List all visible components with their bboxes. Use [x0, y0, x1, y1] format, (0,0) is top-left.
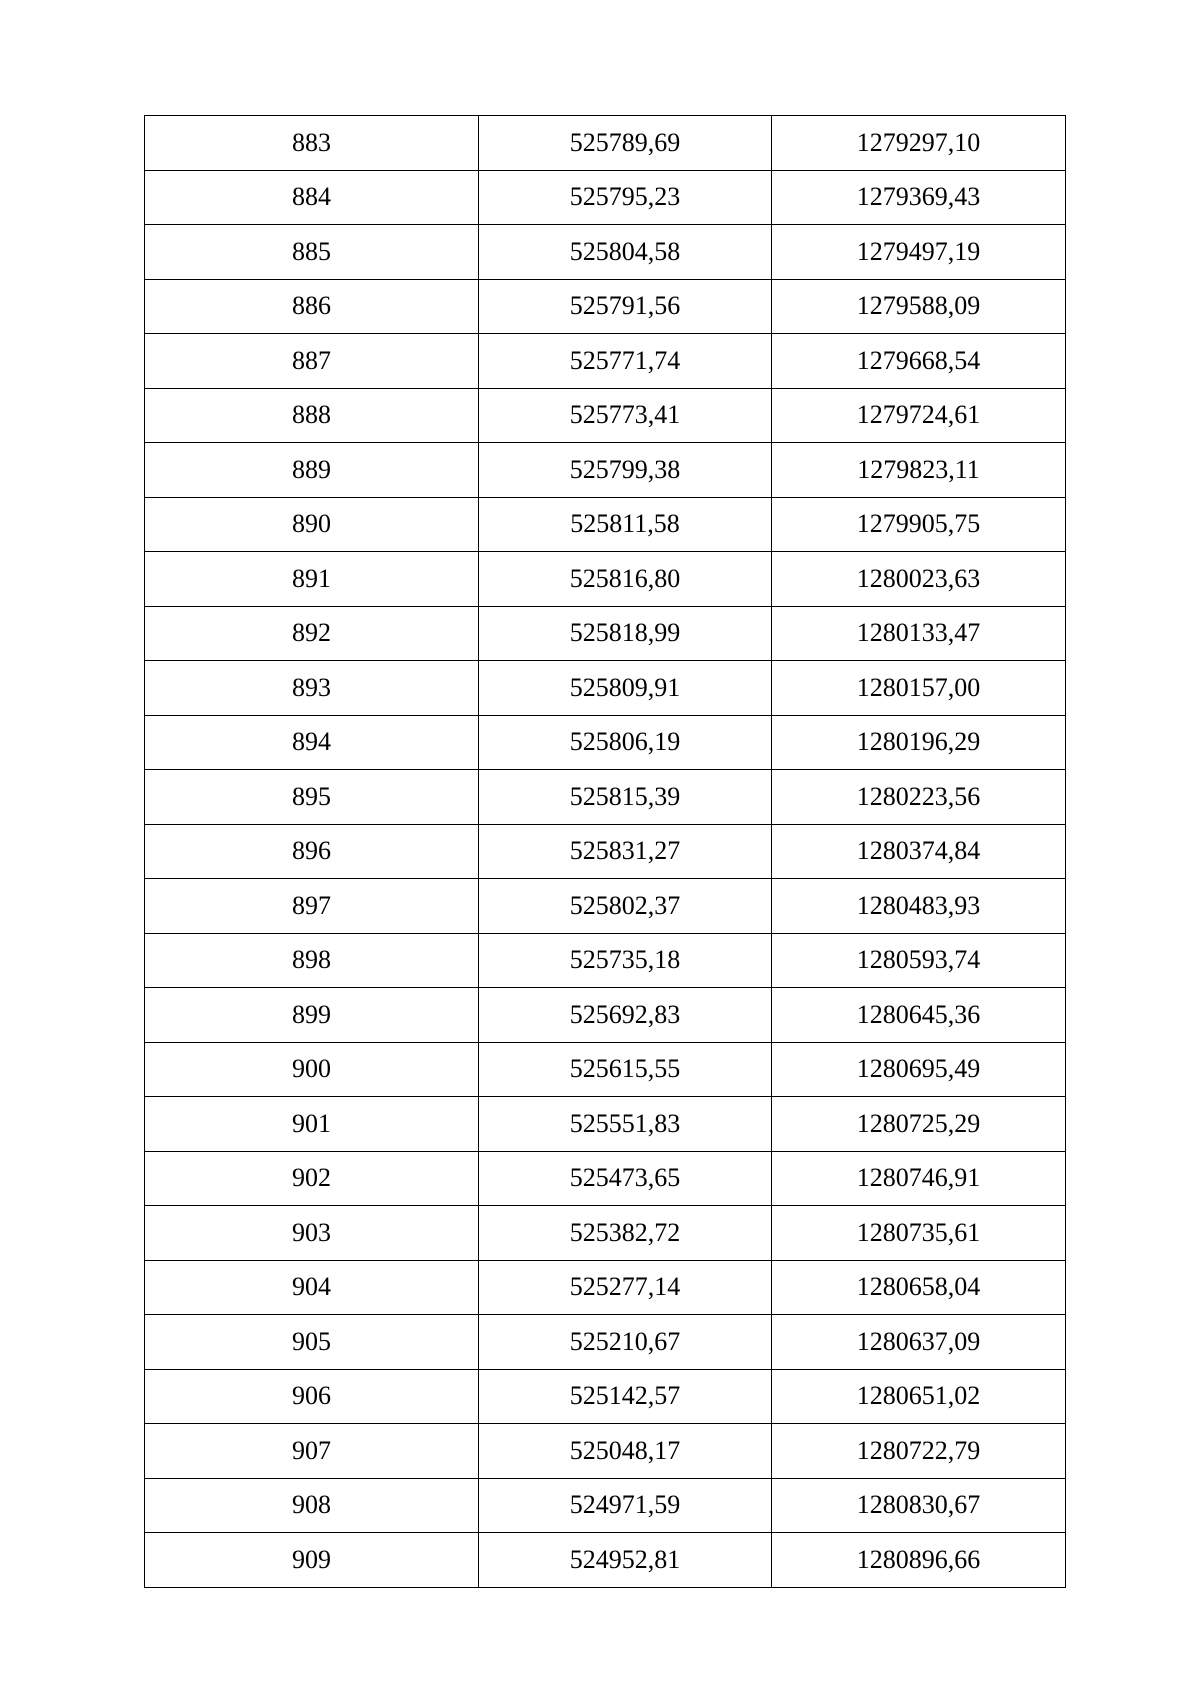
- table-row: [145, 606, 1066, 661]
- y-coordinate-cell: 1280896,66: [772, 1533, 1066, 1588]
- point-number-cell: 896: [145, 824, 479, 879]
- x-coordinate-cell: 525789,69: [479, 116, 772, 171]
- table-row: [145, 225, 1066, 280]
- y-coordinate-cell: 1280830,67: [772, 1478, 1066, 1533]
- x-coordinate-cell: 525815,39: [479, 770, 772, 825]
- point-number-cell: 889: [145, 443, 479, 498]
- point-number-cell: 905: [145, 1315, 479, 1370]
- table-row: [145, 443, 1066, 498]
- coordinates-table: [144, 115, 1066, 1588]
- y-coordinate-cell: 1279297,10: [772, 116, 1066, 171]
- table-row: [145, 1478, 1066, 1533]
- table-row: [145, 933, 1066, 988]
- y-coordinate-cell: 1280374,84: [772, 824, 1066, 879]
- table-row: [145, 715, 1066, 770]
- table-row: [145, 661, 1066, 716]
- point-number-cell: 893: [145, 661, 479, 716]
- table-row: [145, 552, 1066, 607]
- y-coordinate-cell: 1279369,43: [772, 170, 1066, 225]
- y-coordinate-cell: 1280023,63: [772, 552, 1066, 607]
- y-coordinate-cell: 1279588,09: [772, 279, 1066, 334]
- point-number-cell: 888: [145, 388, 479, 443]
- point-number-cell: 903: [145, 1206, 479, 1261]
- x-coordinate-cell: 525818,99: [479, 606, 772, 661]
- table-row: [145, 1369, 1066, 1424]
- table-row: [145, 1533, 1066, 1588]
- coordinates-table-body: [145, 116, 1066, 1588]
- x-coordinate-cell: 525142,57: [479, 1369, 772, 1424]
- x-coordinate-cell: 525773,41: [479, 388, 772, 443]
- point-number-cell: 904: [145, 1260, 479, 1315]
- point-number-cell: 887: [145, 334, 479, 389]
- point-number-cell: 908: [145, 1478, 479, 1533]
- table-row: [145, 170, 1066, 225]
- table-row: [145, 279, 1066, 334]
- point-number-cell: 899: [145, 988, 479, 1043]
- point-number-cell: 885: [145, 225, 479, 280]
- y-coordinate-cell: 1280157,00: [772, 661, 1066, 716]
- table-row: [145, 1097, 1066, 1152]
- x-coordinate-cell: 525811,58: [479, 497, 772, 552]
- x-coordinate-cell: 525791,56: [479, 279, 772, 334]
- x-coordinate-cell: 524952,81: [479, 1533, 772, 1588]
- table-row: [145, 334, 1066, 389]
- y-coordinate-cell: 1280695,49: [772, 1042, 1066, 1097]
- point-number-cell: 906: [145, 1369, 479, 1424]
- point-number-cell: 892: [145, 606, 479, 661]
- y-coordinate-cell: 1280645,36: [772, 988, 1066, 1043]
- x-coordinate-cell: 525802,37: [479, 879, 772, 934]
- y-coordinate-cell: 1280483,93: [772, 879, 1066, 934]
- point-number-cell: 900: [145, 1042, 479, 1097]
- table-row: [145, 497, 1066, 552]
- y-coordinate-cell: 1279724,61: [772, 388, 1066, 443]
- point-number-cell: 886: [145, 279, 479, 334]
- y-coordinate-cell: 1279905,75: [772, 497, 1066, 552]
- point-number-cell: 901: [145, 1097, 479, 1152]
- table-row: [145, 879, 1066, 934]
- table-row: [145, 388, 1066, 443]
- point-number-cell: 907: [145, 1424, 479, 1479]
- x-coordinate-cell: 525473,65: [479, 1151, 772, 1206]
- point-number-cell: 890: [145, 497, 479, 552]
- x-coordinate-cell: 525277,14: [479, 1260, 772, 1315]
- y-coordinate-cell: 1280593,74: [772, 933, 1066, 988]
- table-row: [145, 116, 1066, 171]
- y-coordinate-cell: 1280658,04: [772, 1260, 1066, 1315]
- x-coordinate-cell: 525816,80: [479, 552, 772, 607]
- table-row: [145, 1424, 1066, 1479]
- x-coordinate-cell: 525809,91: [479, 661, 772, 716]
- y-coordinate-cell: 1280223,56: [772, 770, 1066, 825]
- table-row: [145, 988, 1066, 1043]
- y-coordinate-cell: 1280725,29: [772, 1097, 1066, 1152]
- x-coordinate-cell: 525831,27: [479, 824, 772, 879]
- point-number-cell: 895: [145, 770, 479, 825]
- point-number-cell: 909: [145, 1533, 479, 1588]
- table-row: [145, 1315, 1066, 1370]
- y-coordinate-cell: 1280735,61: [772, 1206, 1066, 1261]
- x-coordinate-cell: 525692,83: [479, 988, 772, 1043]
- table-row: [145, 1151, 1066, 1206]
- table-row: [145, 1206, 1066, 1261]
- y-coordinate-cell: 1279497,19: [772, 225, 1066, 280]
- y-coordinate-cell: 1280196,29: [772, 715, 1066, 770]
- x-coordinate-cell: 525382,72: [479, 1206, 772, 1261]
- x-coordinate-cell: 525615,55: [479, 1042, 772, 1097]
- point-number-cell: 884: [145, 170, 479, 225]
- y-coordinate-cell: 1280746,91: [772, 1151, 1066, 1206]
- x-coordinate-cell: 525795,23: [479, 170, 772, 225]
- table-row: [145, 824, 1066, 879]
- y-coordinate-cell: 1280651,02: [772, 1369, 1066, 1424]
- x-coordinate-cell: 525048,17: [479, 1424, 772, 1479]
- point-number-cell: 894: [145, 715, 479, 770]
- x-coordinate-cell: 525735,18: [479, 933, 772, 988]
- y-coordinate-cell: 1280722,79: [772, 1424, 1066, 1479]
- x-coordinate-cell: 525806,19: [479, 715, 772, 770]
- y-coordinate-cell: 1280637,09: [772, 1315, 1066, 1370]
- point-number-cell: 902: [145, 1151, 479, 1206]
- x-coordinate-cell: 525551,83: [479, 1097, 772, 1152]
- x-coordinate-cell: 525804,58: [479, 225, 772, 280]
- point-number-cell: 897: [145, 879, 479, 934]
- y-coordinate-cell: 1279823,11: [772, 443, 1066, 498]
- x-coordinate-cell: 524971,59: [479, 1478, 772, 1533]
- point-number-cell: 898: [145, 933, 479, 988]
- x-coordinate-cell: 525799,38: [479, 443, 772, 498]
- point-number-cell: 883: [145, 116, 479, 171]
- point-number-cell: 891: [145, 552, 479, 607]
- y-coordinate-cell: 1279668,54: [772, 334, 1066, 389]
- table-row: [145, 770, 1066, 825]
- table-row: [145, 1042, 1066, 1097]
- x-coordinate-cell: 525771,74: [479, 334, 772, 389]
- y-coordinate-cell: 1280133,47: [772, 606, 1066, 661]
- table-row: [145, 1260, 1066, 1315]
- x-coordinate-cell: 525210,67: [479, 1315, 772, 1370]
